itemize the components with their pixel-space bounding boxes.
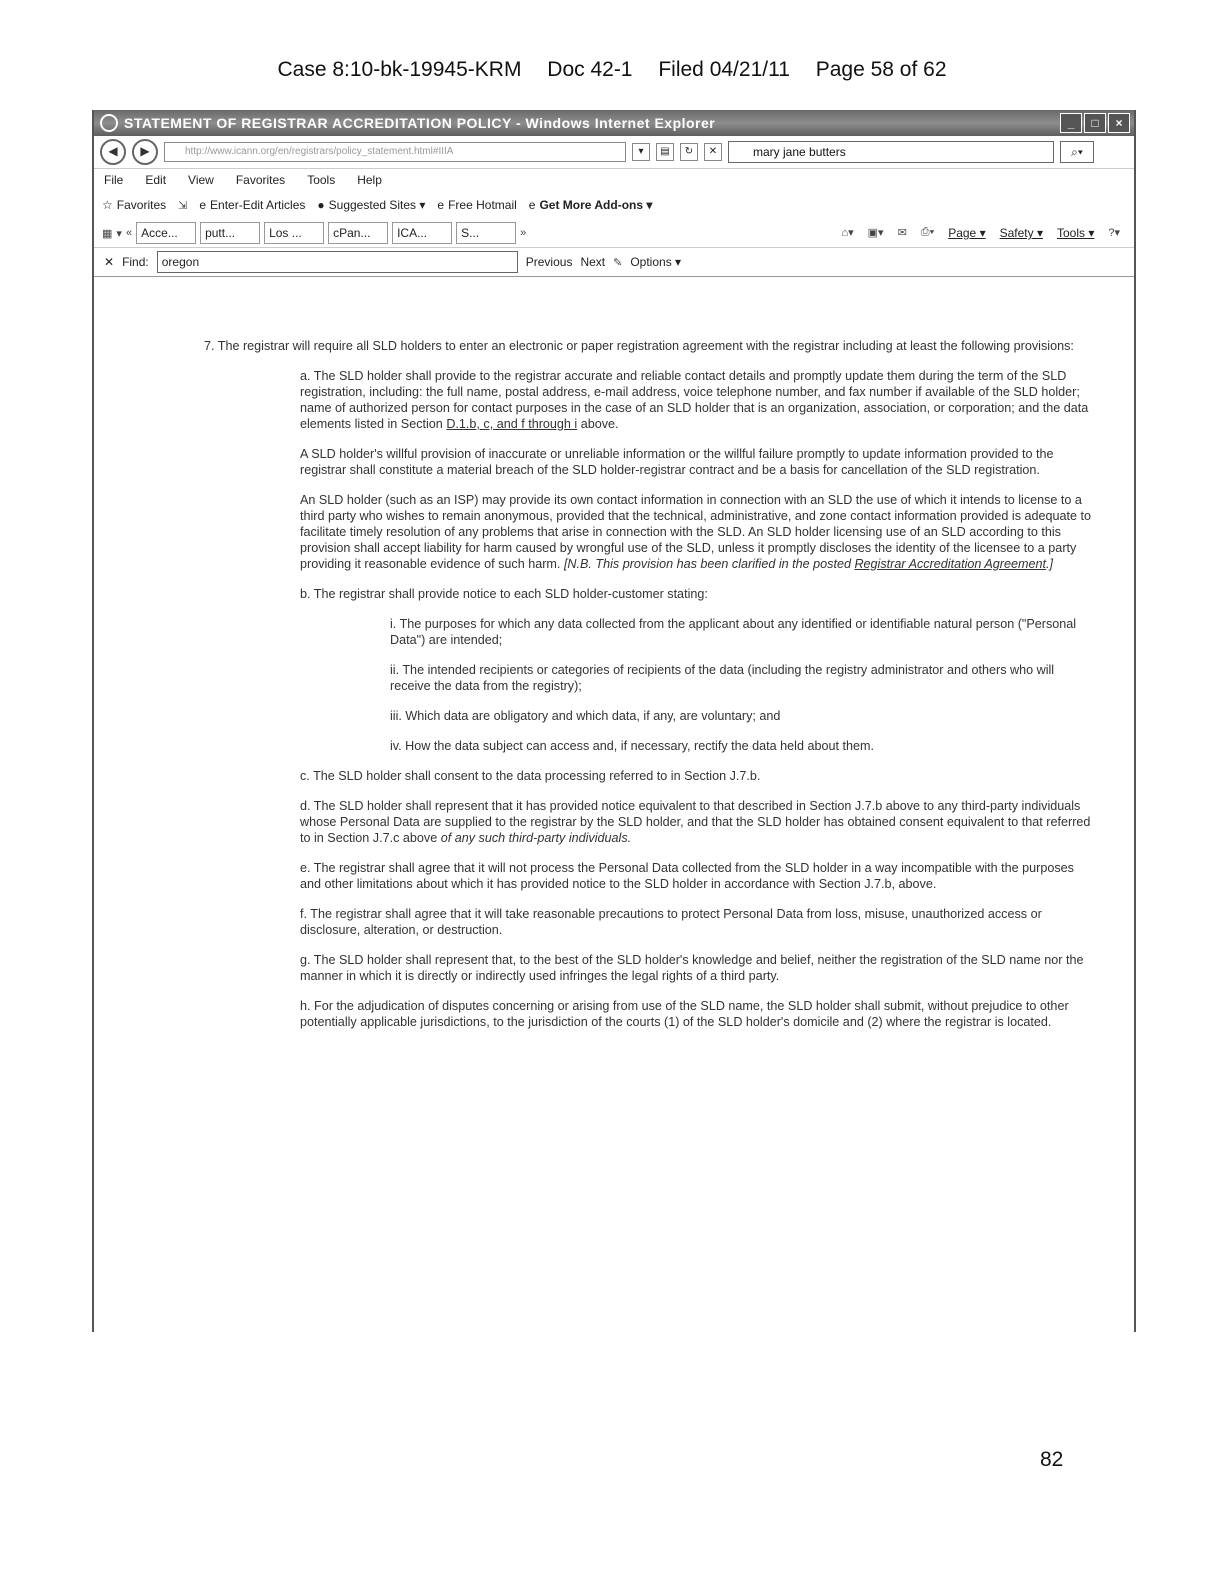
- add-favorite-icon[interactable]: ⇲: [178, 199, 188, 212]
- quick-tabs-icon[interactable]: ▦: [102, 227, 113, 240]
- item-a-isp: An SLD holder (such as an ISP) may provide its own contact information in connection with an SLD the use of which it intends to license to a third party who wishes to remain anonymous, provided that the technical, administrative, and zone contact information provided is adequate to facilitate timely resolution of any problems that arise in connection with the SLD. An SLD holder licensing use of an SLD according to this provision shall accept liability for harm caused by wrongful use of the SLD, unless it promptly discloses the identity of the licensee to a party providing it reasonable evidence of such harm. [N.B. This provision has been clarified in the posted Registrar Accreditation Agreement.]: [300, 493, 1092, 571]
- close-button[interactable]: ×: [1108, 113, 1130, 133]
- item-d: d. The SLD holder shall represent that it has provided notice equivalent to that described in Section J.7.b above to any third-party individuals whose Personal Data are supplied to the registrar by the SLD holder, and that the SLD holder has obtained consent equivalent to that referred to in Section J.7.c above of any such third-party individuals.: [300, 799, 1091, 845]
- page-count: Page 58 of 62: [815, 58, 947, 81]
- star-icon: ☆: [102, 198, 113, 212]
- highlight-icon[interactable]: ✎: [613, 256, 623, 269]
- item-b-iv: iv. How the data subject can access and, if necessary, rectify the data held about them.: [390, 739, 874, 753]
- tab-cpan[interactable]: cPan...: [328, 222, 388, 244]
- ie-icon: [100, 114, 118, 132]
- find-previous-button[interactable]: Previous: [525, 255, 573, 269]
- fav-enter-edit[interactable]: e Enter-Edit Articles: [199, 198, 306, 212]
- tab-bar: [94, 219, 1134, 248]
- item-b-i: i. The purposes for which any data collected from the applicant about any identified or identifiable natural person ("Personal Data") are intended;: [390, 617, 1077, 647]
- browser-window: [92, 110, 1136, 1332]
- tools-menu[interactable]: Tools ▾: [1056, 226, 1095, 240]
- item-g: g. The SLD holder shall represent that, to the best of the SLD holder's knowledge and belief, neither the registration of the SLD name nor the manner in which it is directly or indirectly used infringes the legal rights of a third party.: [300, 953, 1084, 983]
- refresh-icon[interactable]: ↻: [680, 143, 698, 161]
- item-e: e. The registrar shall agree that it will not process the Personal Data collected from the SLD holder in a way incompatible with the purposes and other limitations about which it has provided notice to the SLD holder in accordance with Section J.7.b, above.: [300, 861, 1074, 891]
- forward-button[interactable]: ▶: [132, 139, 158, 165]
- address-bar: [94, 136, 1134, 169]
- fav-free-hotmail[interactable]: e Free Hotmail: [437, 198, 517, 212]
- item-b: b. The registrar shall provide notice to each SLD holder-customer stating:: [300, 587, 708, 601]
- tab-acce[interactable]: Acce...: [136, 222, 196, 244]
- close-find-icon[interactable]: ✕: [104, 255, 115, 269]
- menu-tools[interactable]: Tools: [307, 173, 336, 187]
- item-c: c. The SLD holder shall consent to the data processing referred to in Section J.7.b.: [300, 769, 761, 783]
- window-title: STATEMENT OF REGISTRAR ACCREDITATION POLICY - Windows Internet Explorer: [124, 115, 716, 131]
- find-bar: [94, 248, 1134, 277]
- scroll-tabs-left-icon[interactable]: «: [125, 227, 133, 239]
- fav-suggested-sites[interactable]: ● Suggested Sites ▾: [317, 198, 426, 212]
- filed-date: Filed 04/21/11: [658, 58, 790, 81]
- favorites-button[interactable]: ☆ Favorites: [102, 198, 167, 212]
- maximize-button[interactable]: □: [1084, 113, 1106, 133]
- menu-edit[interactable]: Edit: [145, 173, 167, 187]
- compat-view-icon[interactable]: ▤: [656, 143, 674, 161]
- page-number: 82: [1040, 1448, 1064, 1471]
- find-input[interactable]: oregon: [157, 251, 518, 273]
- case-number: Case 8:10-bk-19945-KRM: [277, 58, 522, 81]
- tab-ica[interactable]: ICA...: [392, 222, 452, 244]
- page-icon: e: [199, 198, 207, 212]
- stop-icon[interactable]: ✕: [704, 143, 722, 161]
- menu-view[interactable]: View: [188, 173, 214, 187]
- item-7: 7. The registrar will require all SLD holders to enter an electronic or paper registration agreement with the registrar including at least the following provisions:: [204, 339, 1074, 353]
- tab-list-icon[interactable]: ▾: [116, 227, 122, 240]
- address-input[interactable]: http://www.icann.org/en/registrars/policy_statement.html#IIIA: [164, 142, 626, 162]
- case-header: [0, 58, 1224, 82]
- title-bar: [94, 110, 1134, 136]
- page-content: [204, 338, 1094, 1044]
- tab-active[interactable]: S...: [456, 222, 516, 244]
- page-icon: e: [528, 198, 536, 212]
- menu-favorites[interactable]: Favorites: [235, 173, 286, 187]
- item-h: h. For the adjudication of disputes concerning or arising from use of the SLD name, the SLD holder shall submit, without prejudice to other potentially applicable jurisdictions, to the jurisdiction of the courts (1) of the SLD holder's domicile and (2) where the registrar is located.: [300, 999, 1069, 1029]
- item-b-iii: iii. Which data are obligatory and which data, if any, are voluntary; and: [390, 709, 781, 723]
- find-next-button[interactable]: Next: [580, 255, 606, 269]
- globe-icon: ●: [317, 198, 325, 212]
- item-f: f. The registrar shall agree that it will take reasonable precautions to protect Personal Data from loss, misuse, unauthorized access or disclosure, alteration, or destruction.: [300, 907, 1042, 937]
- find-options-button[interactable]: Options ▾: [630, 255, 682, 269]
- item-a-willful: A SLD holder's willful provision of inaccurate or unreliable information or the willful failure promptly to update information provided to the registrar shall constitute a material breach of the SLD holder-registrar contract and be a basis for cancellation of the SLD registration.: [300, 447, 1054, 477]
- feeds-icon[interactable]: ▣▾: [867, 227, 884, 239]
- tab-los[interactable]: Los ...: [264, 222, 324, 244]
- search-icon[interactable]: ⌕▾: [1060, 141, 1094, 163]
- home-icon[interactable]: ⌂▾: [841, 227, 854, 239]
- page-icon: e: [437, 198, 445, 212]
- help-icon[interactable]: ?▾: [1108, 227, 1120, 239]
- item-b-ii: ii. The intended recipients or categories of recipients of the data (including the registry administrator and others who will receive the data from the registry);: [390, 663, 1055, 693]
- tab-putt[interactable]: putt...: [200, 222, 260, 244]
- safety-menu[interactable]: Safety ▾: [999, 226, 1043, 240]
- print-icon[interactable]: ⎙▾: [920, 226, 935, 238]
- menu-help[interactable]: Help: [357, 173, 382, 187]
- menu-bar: [94, 169, 1134, 191]
- back-button[interactable]: ◀: [100, 139, 126, 165]
- minimize-button[interactable]: _: [1060, 113, 1082, 133]
- item-a: a. The SLD holder shall provide to the registrar accurate and reliable contact details and promptly update them during the term of the SLD registration, including: the full name, postal address, e-mail address, voice telephone number, and fax number if available of the SLD holder; name of authorized person for contact purposes in the case of an SLD holder that is an organization, association, or corporation; and the data elements listed in Section D.1.b, c, and f through i above.: [300, 369, 1089, 431]
- menu-file[interactable]: File: [104, 173, 124, 187]
- scroll-tabs-right-icon[interactable]: »: [520, 227, 527, 239]
- find-label: Find:: [122, 255, 149, 269]
- search-input[interactable]: mary jane butters: [728, 141, 1054, 163]
- mail-icon[interactable]: ✉: [897, 227, 907, 239]
- favorites-bar: [94, 191, 1134, 219]
- address-dropdown-icon[interactable]: ▾: [632, 143, 650, 161]
- doc-number: Doc 42-1: [547, 58, 633, 81]
- fav-get-addons[interactable]: e Get More Add-ons ▾: [528, 198, 653, 212]
- raa-link[interactable]: Registrar Accreditation Agreement: [854, 557, 1047, 571]
- page-menu[interactable]: Page ▾: [948, 226, 986, 240]
- section-link[interactable]: D.1.b, c, and f through i: [446, 417, 578, 431]
